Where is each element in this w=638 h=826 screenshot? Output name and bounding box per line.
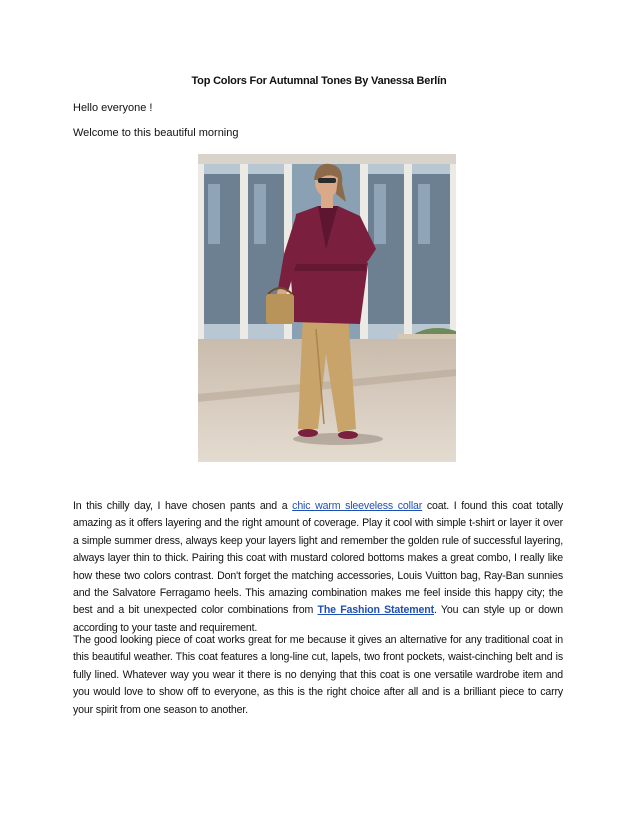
paragraph-2: The good looking piece of coat works great for me because it gives an alternative for any traditional coat in this beautiful weather. This coat features a long-line cut, lapels, two front pockets, waist-cinching belt and is fully lined. Whatever way you wear it there is no denying that this coat is one versatile wardrobe item and you would love to show off to everyone, as this is the right choice after all and is a brilliant piece to carry your spirit from one season to another. [73, 634, 563, 716]
chic-warm-sleeveless-collar-link[interactable]: chic warm sleeveless collar [292, 500, 423, 512]
paragraph-1-text-a: In this chilly day, I have chosen pants and a [73, 500, 293, 512]
welcome-text: Welcome to this beautiful morning [73, 127, 239, 139]
greeting-text: Hello everyone ! [73, 102, 153, 114]
paragraph-1 [73, 498, 563, 637]
page-title: Top Colors For Autumnal Tones By Vanessa Berlín [191, 75, 447, 87]
the-fashion-statement-link[interactable]: The Fashion Statement [317, 604, 434, 617]
paragraph-1-text-c: . You can style up or down according to your taste and requirement. [73, 604, 563, 634]
paragraph-1-text-b: coat. I found this coat totally amazing as it offers layering and the right amount of coverage. Play it cool with simple t-shirt or layer it over a simple summer dress, always keep your layers light and remember the golden rule of successful layering, always layer thin to thick. Pairing this coat with mustard colored bottoms makes a great combo, I really like how these two colors contrast. Don't forget the matching accessories, Louis Vuitton bag, Ray-Ban sunnies and the Salvatore Ferragamo heels. This amazing combination makes me feel inside this happy city; the best and a bit unexpected color combinations from [73, 500, 563, 617]
woman-in-burgundy-coat-photo [198, 154, 456, 462]
